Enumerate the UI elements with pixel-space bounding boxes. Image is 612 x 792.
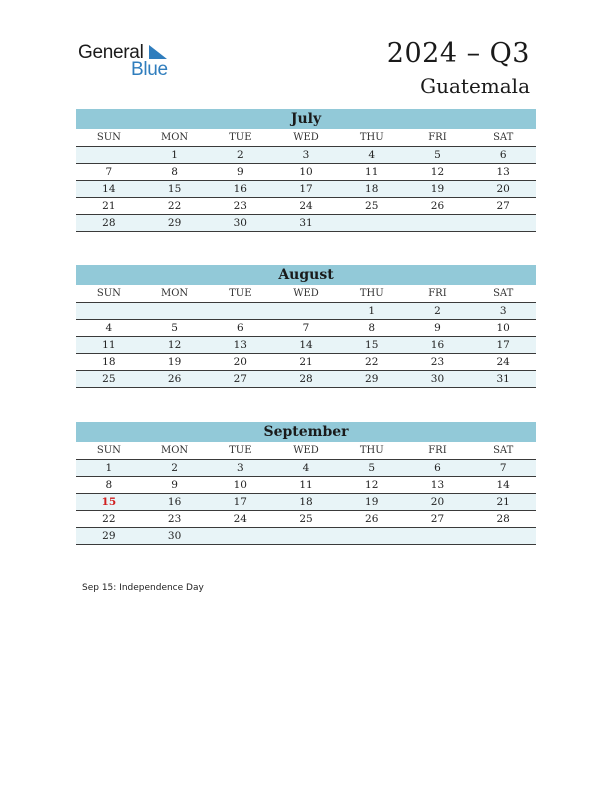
day-cell: 17: [496, 339, 510, 351]
day-cell: 9: [171, 479, 178, 491]
holiday-note: Sep 15: Independence Day: [82, 583, 204, 593]
day-cell: 24: [496, 356, 510, 368]
day-cell: 22: [102, 513, 116, 525]
weekday-label: FRI: [428, 445, 447, 456]
weekday-label: TUE: [229, 288, 252, 299]
day-cell: 19: [167, 356, 182, 368]
day-cell: 11: [102, 339, 116, 351]
day-cell: 8: [368, 322, 376, 334]
day-cell: [273, 303, 339, 319]
logo-text-general: General: [78, 42, 144, 63]
day-cell: 15: [167, 183, 182, 195]
week-row: [76, 215, 536, 232]
day-cell: 17: [233, 496, 247, 508]
day-cell: [339, 528, 405, 544]
day-cell: 19: [430, 183, 445, 195]
day-cell: 8: [171, 166, 178, 178]
month-block-august: [76, 265, 536, 388]
weekday-label: SUN: [96, 132, 121, 143]
weekday-label: FRI: [428, 132, 447, 143]
day-cell: 16: [430, 339, 445, 351]
day-cell: 7: [302, 322, 310, 334]
day-cell: 5: [171, 322, 178, 334]
day-cell: 25: [102, 373, 116, 385]
week-row: [76, 198, 536, 215]
day-cell: 18: [365, 183, 379, 195]
day-cell: 22: [167, 200, 182, 212]
day-cell: 20: [430, 496, 445, 508]
day-cell: [76, 147, 142, 163]
day-cell: 28: [496, 513, 510, 525]
day-cell: [207, 528, 273, 544]
day-cell: 30: [233, 217, 247, 229]
day-cell: 24: [233, 513, 247, 525]
weekday-label: SAT: [493, 445, 514, 456]
month-block-september: [76, 422, 536, 545]
month-block-july: [76, 109, 536, 232]
day-cell: 9: [236, 166, 244, 178]
day-cell: [273, 528, 339, 544]
week-row: [76, 460, 536, 477]
day-cell: 27: [496, 200, 510, 212]
day-cell: 27: [430, 513, 445, 525]
weekday-label: FRI: [428, 288, 447, 299]
weekday-header-row: [76, 285, 536, 303]
week-row: [76, 320, 536, 337]
day-cell: 16: [167, 496, 182, 508]
day-cell: 21: [102, 200, 116, 212]
day-cell: 3: [236, 462, 244, 474]
day-cell: 9: [434, 322, 441, 334]
day-cell: [470, 528, 536, 544]
day-cell: 12: [430, 166, 445, 178]
month-title: August: [76, 265, 536, 285]
week-row: [76, 147, 536, 164]
logo-text-blue: Blue: [131, 59, 168, 80]
day-cell: 15: [365, 339, 379, 351]
day-cell: 26: [167, 373, 182, 385]
weekday-label: WED: [293, 288, 319, 299]
weekday-label: THU: [359, 445, 384, 456]
day-cell: 25: [299, 513, 313, 525]
day-cell: 18: [299, 496, 313, 508]
day-cell: 16: [233, 183, 247, 195]
day-cell: 6: [236, 322, 244, 334]
day-cell: 23: [167, 513, 182, 525]
weekday-label: TUE: [229, 132, 252, 143]
day-cell: 29: [365, 373, 379, 385]
year-quarter-title: 2024 – Q3: [386, 38, 530, 69]
day-cell: 6: [499, 149, 507, 161]
day-cell: 18: [102, 356, 116, 368]
day-cell: 4: [302, 462, 310, 474]
day-cell: 2: [171, 462, 178, 474]
weekday-label: MON: [160, 445, 189, 456]
day-cell: 1: [105, 462, 113, 474]
day-cell: 12: [167, 339, 182, 351]
day-cell: 27: [233, 373, 247, 385]
day-cell: 26: [430, 200, 445, 212]
weekday-label: SUN: [96, 288, 121, 299]
week-row: [76, 303, 536, 320]
day-cell: 28: [102, 217, 116, 229]
day-cell: 14: [496, 479, 510, 491]
weekday-label: WED: [293, 132, 319, 143]
week-row: [76, 494, 536, 511]
day-cell: 10: [496, 322, 510, 334]
day-cell: 30: [430, 373, 445, 385]
week-row: [76, 337, 536, 354]
month-title: July: [76, 109, 536, 129]
weekday-label: SAT: [493, 132, 514, 143]
day-cell: 29: [102, 530, 116, 542]
week-row: [76, 371, 536, 388]
day-cell: 7: [105, 166, 113, 178]
day-cell: 5: [434, 149, 441, 161]
day-cell: [207, 303, 273, 319]
day-cell: [76, 303, 142, 319]
day-cell: 3: [499, 305, 507, 317]
day-cell: [470, 215, 536, 231]
day-cell: 19: [365, 496, 379, 508]
day-cell: 10: [299, 166, 313, 178]
day-cell: 14: [102, 183, 116, 195]
day-cell: 6: [434, 462, 441, 474]
day-cell: 25: [365, 200, 379, 212]
logo-triangle-icon: [147, 44, 169, 60]
day-cell: 22: [365, 356, 379, 368]
day-cell: 12: [365, 479, 379, 491]
day-cell: 23: [430, 356, 445, 368]
day-cell: 24: [299, 200, 313, 212]
month-title: September: [76, 422, 536, 442]
weekday-label: MON: [160, 288, 189, 299]
day-cell: 23: [233, 200, 247, 212]
weekday-label: SUN: [96, 445, 121, 456]
day-cell: [142, 303, 208, 319]
week-row: [76, 164, 536, 181]
day-cell: 17: [299, 183, 313, 195]
country-title: Guatemala: [420, 74, 530, 98]
day-cell: 7: [499, 462, 507, 474]
day-cell: 31: [496, 373, 510, 385]
week-row: [76, 528, 536, 545]
day-cell: 31: [299, 217, 313, 229]
day-cell: 13: [496, 166, 510, 178]
day-cell: 28: [299, 373, 313, 385]
day-cell: 2: [434, 305, 441, 317]
weekday-label: SAT: [493, 288, 514, 299]
weekday-label: THU: [359, 132, 384, 143]
weekday-header-row: [76, 442, 536, 460]
day-cell: 4: [368, 149, 376, 161]
holiday-day-cell: 15: [101, 496, 117, 508]
day-cell: 20: [496, 183, 510, 195]
day-cell: 14: [299, 339, 313, 351]
day-cell: 13: [430, 479, 445, 491]
day-cell: 3: [302, 149, 310, 161]
day-cell: 1: [171, 149, 178, 161]
day-cell: [339, 215, 405, 231]
weekday-label: TUE: [229, 445, 252, 456]
day-cell: 8: [105, 479, 113, 491]
week-row: [76, 511, 536, 528]
week-row: [76, 181, 536, 198]
week-row: [76, 477, 536, 494]
generalblue-logo: [78, 40, 198, 80]
weekday-header-row: [76, 129, 536, 147]
day-cell: 11: [299, 479, 313, 491]
day-cell: 2: [236, 149, 244, 161]
day-cell: 29: [167, 217, 182, 229]
day-cell: 4: [105, 322, 113, 334]
day-cell: [405, 215, 471, 231]
weekday-label: THU: [359, 288, 384, 299]
day-cell: 10: [233, 479, 247, 491]
day-cell: 13: [233, 339, 247, 351]
day-cell: 21: [299, 356, 313, 368]
day-cell: [405, 528, 471, 544]
day-cell: 1: [368, 305, 376, 317]
week-row: [76, 354, 536, 371]
day-cell: 26: [365, 513, 379, 525]
weekday-label: MON: [160, 132, 189, 143]
weekday-label: WED: [293, 445, 319, 456]
day-cell: 21: [496, 496, 510, 508]
day-cell: 5: [368, 462, 376, 474]
day-cell: 20: [233, 356, 247, 368]
day-cell: 30: [167, 530, 182, 542]
day-cell: 11: [365, 166, 379, 178]
